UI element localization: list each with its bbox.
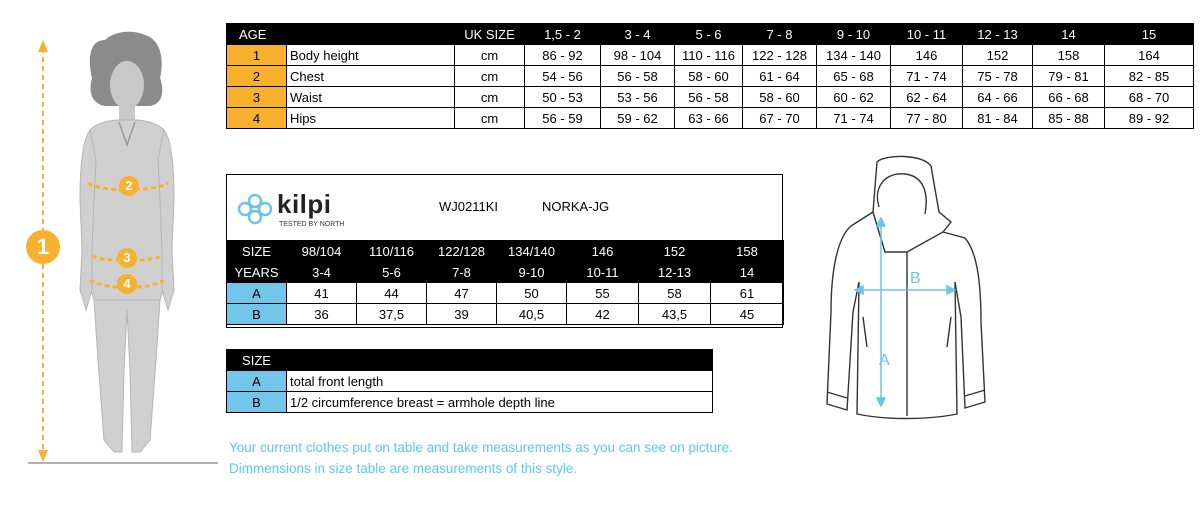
table-row	[227, 304, 784, 325]
size-col-header: 12 - 13	[963, 24, 1033, 45]
cell: 68 - 70	[1105, 87, 1194, 108]
cell: 65 - 68	[817, 66, 891, 87]
marker-3: 3	[117, 248, 137, 268]
cell: 152	[963, 45, 1033, 66]
cell: 36	[287, 304, 357, 325]
product-name: NORKA-JG	[542, 199, 610, 214]
years-cell: 9-10	[497, 262, 567, 283]
size-cell: 152	[639, 241, 711, 262]
cell: 146	[891, 45, 963, 66]
cell: 71 - 74	[817, 108, 891, 129]
years-cell: 12-13	[639, 262, 711, 283]
marker-4: 4	[117, 274, 137, 294]
cell: 82 - 85	[1105, 66, 1194, 87]
brand-logo	[235, 189, 365, 234]
legend-text: total front length	[287, 371, 713, 392]
size-cell: 158	[711, 241, 784, 262]
cell: 42	[567, 304, 639, 325]
cell: 37,5	[357, 304, 427, 325]
sizes-row	[227, 241, 784, 262]
row-number: 1	[227, 45, 287, 66]
size-col-header: 1,5 - 2	[525, 24, 601, 45]
cell: 75 - 78	[963, 66, 1033, 87]
row-unit: cm	[455, 108, 525, 129]
row-label: A	[227, 283, 287, 304]
table-row	[227, 283, 784, 304]
years-cell: 7-8	[427, 262, 497, 283]
size-col-header: 15	[1105, 24, 1194, 45]
row-label: Waist	[287, 87, 455, 108]
cell: 56 - 58	[601, 66, 675, 87]
size-col-header: 9 - 10	[817, 24, 891, 45]
cell: 86 - 92	[525, 45, 601, 66]
jacket-outline-icon	[815, 152, 995, 427]
row-number: 4	[227, 108, 287, 129]
legend-table	[226, 349, 713, 413]
size-cell: 98/104	[287, 241, 357, 262]
cell: 39	[427, 304, 497, 325]
product-table	[226, 174, 783, 328]
size-col-header: 7 - 8	[743, 24, 817, 45]
product-size-grid	[226, 240, 784, 325]
years-label: YEARS	[227, 262, 287, 283]
legend-label: B	[227, 392, 287, 413]
table-row	[227, 87, 1194, 108]
row-label: Hips	[287, 108, 455, 129]
uk-size-header: UK SIZE	[455, 24, 525, 45]
size-table-header	[227, 24, 1194, 45]
legend-header-blank	[287, 350, 713, 371]
cell: 59 - 62	[601, 108, 675, 129]
note-line-2: Dimmensions in size table are measurements of this style.	[229, 461, 578, 476]
row-number: 3	[227, 87, 287, 108]
size-col-header: 3 - 4	[601, 24, 675, 45]
brand-name: kilpi	[277, 189, 332, 219]
marker-2: 2	[119, 176, 139, 196]
cell: 54 - 56	[525, 66, 601, 87]
legend-header: SIZE	[227, 350, 287, 371]
size-col-header: 10 - 11	[891, 24, 963, 45]
size-cell: 146	[567, 241, 639, 262]
size-cell: 122/128	[427, 241, 497, 262]
age-header: AGE	[227, 24, 455, 45]
cell: 45	[711, 304, 784, 325]
legend-row	[227, 392, 713, 413]
row-unit: cm	[455, 66, 525, 87]
kilpi-knot-icon	[235, 193, 275, 225]
years-row	[227, 262, 784, 283]
cell: 81 - 84	[963, 108, 1033, 129]
cell: 79 - 81	[1033, 66, 1105, 87]
cell: 56 - 59	[525, 108, 601, 129]
cell: 110 - 116	[675, 45, 743, 66]
table-row	[227, 45, 1194, 66]
cell: 64 - 66	[963, 87, 1033, 108]
cell: 85 - 88	[1033, 108, 1105, 129]
note-line-1: Your current clothes put on table and take measurements as you can see on picture.	[229, 440, 733, 455]
cell: 71 - 74	[891, 66, 963, 87]
row-unit: cm	[455, 87, 525, 108]
cell: 158	[1033, 45, 1105, 66]
cell: 58 - 60	[743, 87, 817, 108]
legend-text: 1/2 circumference breast = armhole depth line	[287, 392, 713, 413]
years-cell: 14	[711, 262, 784, 283]
cell: 53 - 56	[601, 87, 675, 108]
cell: 89 - 92	[1105, 108, 1194, 129]
cell: 43,5	[639, 304, 711, 325]
cell: 67 - 70	[743, 108, 817, 129]
cell: 56 - 58	[675, 87, 743, 108]
cell: 61	[711, 283, 784, 304]
size-cell: 110/116	[357, 241, 427, 262]
product-code: WJ0211KI	[439, 199, 499, 214]
cell: 62 - 64	[891, 87, 963, 108]
legend-label: A	[227, 371, 287, 392]
row-label: Body height	[287, 45, 455, 66]
cell: 40,5	[497, 304, 567, 325]
cell: 66 - 68	[1033, 87, 1105, 108]
jacket-figure	[815, 152, 995, 427]
row-label: Chest	[287, 66, 455, 87]
size-label: SIZE	[227, 241, 287, 262]
row-label: B	[227, 304, 287, 325]
size-col-header: 5 - 6	[675, 24, 743, 45]
jacket-label-a: A	[879, 352, 890, 369]
cell: 44	[357, 283, 427, 304]
cell: 122 - 128	[743, 45, 817, 66]
years-cell: 5-6	[357, 262, 427, 283]
cell: 134 - 140	[817, 45, 891, 66]
legend-row	[227, 371, 713, 392]
size-cell: 134/140	[497, 241, 567, 262]
cell: 60 - 62	[817, 87, 891, 108]
cell: 98 - 104	[601, 45, 675, 66]
cell: 41	[287, 283, 357, 304]
cell: 58	[639, 283, 711, 304]
cell: 50 - 53	[525, 87, 601, 108]
cell: 55	[567, 283, 639, 304]
row-unit: cm	[455, 45, 525, 66]
marker-1: 1	[26, 230, 60, 264]
years-cell: 10-11	[567, 262, 639, 283]
cell: 77 - 80	[891, 108, 963, 129]
table-row	[227, 66, 1194, 87]
table-row	[227, 108, 1194, 129]
legend-header-row	[227, 350, 713, 371]
years-cell: 3-4	[287, 262, 357, 283]
cell: 47	[427, 283, 497, 304]
size-table	[226, 23, 1194, 129]
size-col-header: 14	[1033, 24, 1105, 45]
cell: 63 - 66	[675, 108, 743, 129]
row-number: 2	[227, 66, 287, 87]
cell: 58 - 60	[675, 66, 743, 87]
brand-tagline: TESTED BY NORTH	[279, 221, 345, 228]
jacket-label-b: B	[910, 270, 921, 287]
cell: 50	[497, 283, 567, 304]
body-figure	[0, 0, 220, 501]
cell: 61 - 64	[743, 66, 817, 87]
cell: 164	[1105, 45, 1194, 66]
